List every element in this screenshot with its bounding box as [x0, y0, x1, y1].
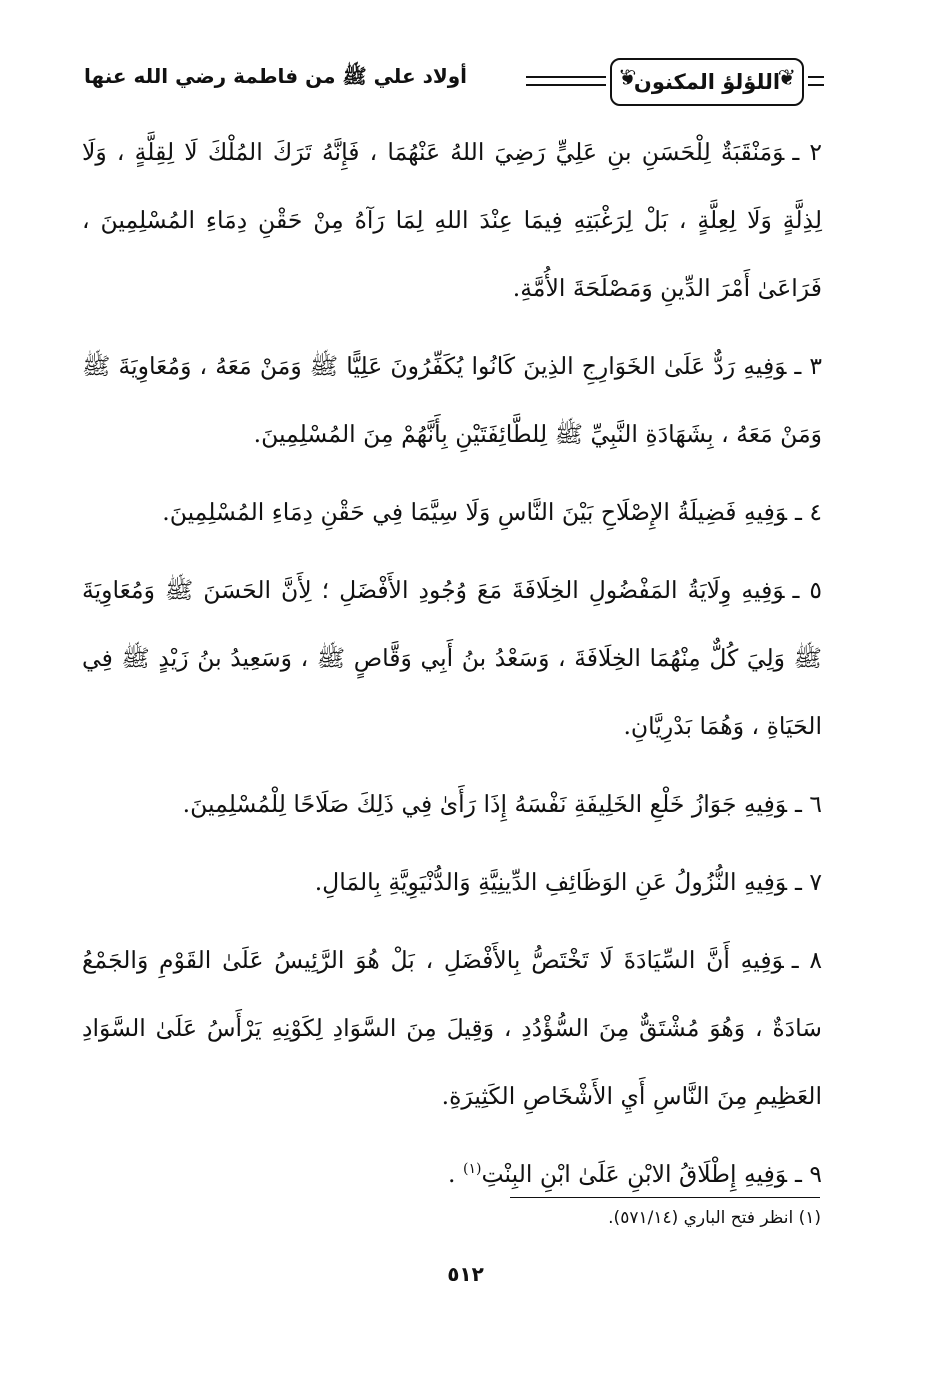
paragraph-8	[82, 926, 822, 1130]
paragraph-tail: .	[448, 1160, 463, 1188]
paragraph-7	[82, 848, 822, 916]
paragraph-text: وَفِيهِ أَنَّ السِّيَادَةَ لَا تَخْتَصُّ بِالأَفْضَلِ ، بَلْ هُوَ الرَّئِيسُ عَلَىٰ القَوْمِ وَالجَمْعُ سَادَةٌ ، وَهُوَ مُشْتَقٌّ مِنَ السُّؤْدُدِ ، وَقِيلَ مِنَ السَّوَادِ لِكَوْنِهِ يَرْأَسُ عَلَىٰ السَّوَادِ العَظِيمِ مِنَ النَّاسِ أَيِ الأَشْخَاصِ الكَثِيرَةِ.	[82, 946, 822, 1110]
paragraph-number: ٨ ـ	[791, 946, 822, 974]
paragraph-text: وَفِيهِ إِطْلَاقُ الابْنِ عَلَىٰ ابْنِ البِنْتِ	[481, 1160, 788, 1188]
header-rule	[808, 76, 824, 86]
footnote-divider	[510, 1197, 820, 1198]
footnote: (١) انظر فتح الباري (٥٧١/١٤).	[608, 1208, 821, 1228]
paragraph-text: وَمَنْقَبَةٌ لِلْحَسَنِ بنِ عَلِيٍّ رَضِيَ اللهُ عَنْهُمَا ، فَإِنَّهُ تَرَكَ المُلْكَ لَا لِقِلَّةٍ ، وَلَا لِذِلَّةٍ وَلَا لِعِلَّةٍ ، بَلْ لِرَغْبَتِهِ فِيمَا عِنْدَ اللهِ لِمَا رَآهُ مِنْ حَقْنِ دِمَاءِ المُسْلِمِينَ ، فَرَاعَىٰ أَمْرَ الدِّينِ وَمَصْلَحَةَ الأُمَّةِ.	[82, 138, 822, 302]
paragraph-number: ٢ ـ	[792, 138, 822, 166]
book-title-frame	[610, 58, 804, 106]
book-title: ❦ اللؤلؤ المكنون	[633, 70, 781, 94]
paragraph-text: وَفِيهِ رَدٌّ عَلَىٰ الخَوَارِجِ الذِينَ كَانُوا يُكَفِّرُونَ عَلِيًّا ﷺ وَمَنْ مَعَهُ ، وَمُعَاوِيَةَ ﷺ وَمَنْ مَعَهُ ، بِشَهَادَةِ النَّبِيِّ ﷺ لِلطَّائِفَتَيْنِ بِأَنَّهُمْ مِنَ المُسْلِمِينَ.	[82, 352, 822, 448]
paragraph-4	[82, 478, 822, 546]
paragraph-text: وَفِيهِ فَضِيلَةُ الإِصْلَاحِ بَيْنَ النَّاسِ وَلَا سِيَّمَا فِي حَقْنِ دِمَاءِ المُسْلِمِينَ.	[162, 498, 788, 526]
paragraph-number: ٩ ـ	[795, 1160, 822, 1188]
page-header	[78, 56, 818, 106]
paragraph-number: ٦ ـ	[795, 790, 822, 818]
paragraph-5	[82, 556, 822, 760]
page-number: ٥١٢	[447, 1262, 484, 1286]
header-rule	[526, 76, 606, 86]
footnote-reference[interactable]: (١)	[462, 1161, 482, 1178]
paragraph-text: وَفِيهِ النُّزُولُ عَنِ الوَظَائِفِ الدِّينِيَّةِ وَالدُّنْيَوِيَّةِ بِالمَالِ.	[314, 868, 788, 896]
paragraph-text: وَفِيهِ وِلَايَةُ المَفْضُولِ الخِلَافَةَ مَعَ وُجُودِ الأَفْضَلِ ؛ لِأَنَّ الحَسَنَ ﷺ وَمُعَاوِيَةَ ﷺ وَلِيَ كُلٌّ مِنْهُمَا الخِلَافَةَ ، وَسَعْدُ بنُ أَبِي وَقَّاصٍ ﷺ ، وَسَعِيدُ بنُ زَيْدٍ ﷺ فِي الحَيَاةِ ، وَهُمَا بَدْرِيَّانِ.	[82, 576, 822, 740]
paragraph-number: ٧ ـ	[795, 868, 822, 896]
chapter-title: أولاد علي ﷺ من فاطمة رضي الله عنها	[84, 64, 468, 88]
paragraph-number: ٣ ـ	[794, 352, 822, 380]
paragraph-6	[82, 770, 822, 838]
paragraph-number: ٤ ـ	[795, 498, 822, 526]
main-text	[82, 118, 822, 1218]
paragraph-text: وَفِيهِ جَوَازُ خَلْعِ الخَلِيفَةِ نَفْسَهُ إِذَا رَأَىٰ فِي ذَلِكَ صَلَاحًا لِلْمُسْلِمِينَ.	[182, 790, 788, 818]
paragraph-3	[82, 332, 822, 468]
paragraph-number: ٥ ـ	[792, 576, 822, 604]
paragraph-2	[82, 118, 822, 322]
